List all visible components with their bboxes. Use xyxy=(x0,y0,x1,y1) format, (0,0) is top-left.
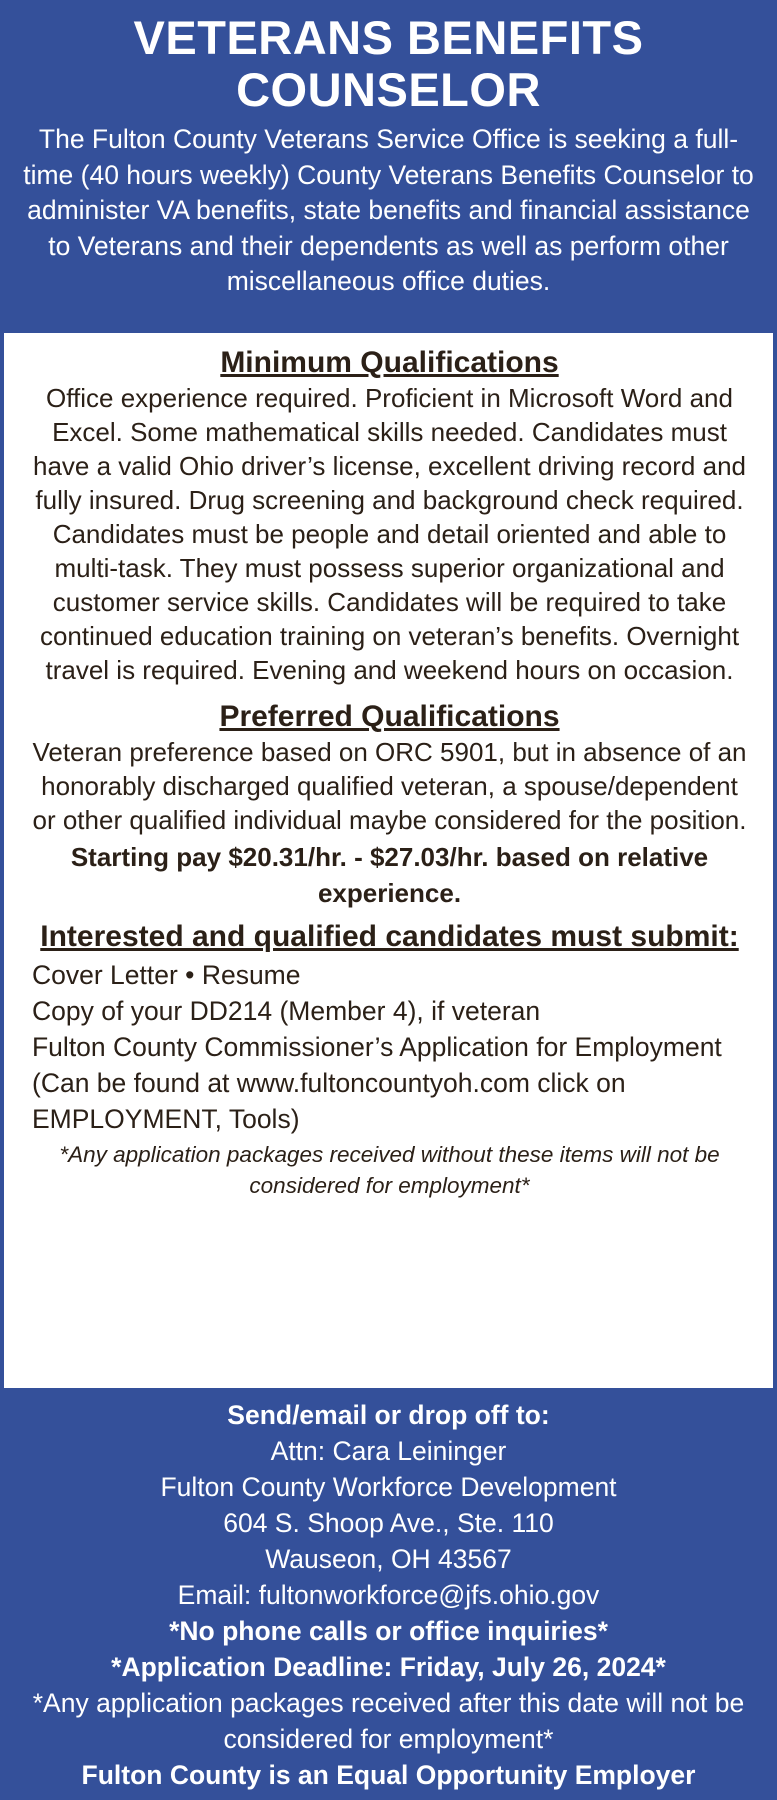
title-line-1: VETERANS BENEFITS xyxy=(133,11,644,64)
submit-items-list xyxy=(32,957,747,1137)
header-banner xyxy=(0,0,777,333)
list-item: (Can be found at www.fultoncountyoh.com click on EMPLOYMENT, Tools) xyxy=(32,1068,626,1134)
attn-line: Attn: Cara Leininger xyxy=(270,1436,507,1466)
application-deadline: *Application Deadline: Friday, July 26, 2024* xyxy=(111,1652,666,1682)
equal-opportunity-statement: Fulton County is an Equal Opportunity Employer xyxy=(81,1760,696,1790)
list-item: Fulton County Commissioner’s Application for Employment xyxy=(32,1032,722,1062)
submit-heading: Interested and qualified candidates must submit: xyxy=(40,920,739,953)
late-application-note: *Any application packages received after this date will not be considered for employment* xyxy=(32,1688,745,1754)
no-calls-notice: *No phone calls or office inquiries* xyxy=(169,1616,608,1646)
submit-note: *Any application packages received without these items will not be considered for employment* xyxy=(59,1142,720,1198)
preferred-qualifications-heading: Preferred Qualifications xyxy=(219,700,560,733)
minimum-qualifications-text: Office experience required. Proficient in Microsoft Word and Excel. Some mathematical skills needed. Candidates must have a valid Ohio driver’s license, excellent driving record and fully insured. Drug screening and background check required. Candidates must be people and detail oriented and able to multi-task. They must possess superior organizational and customer service skills. Candidates will be required to take continued education training on veteran’s benefits. Overnight travel is required. Evening and weekend hours on occasion. xyxy=(33,383,746,685)
list-item: Cover Letter • Resume xyxy=(32,960,301,990)
intro-text: The Fulton County Veterans Service Office is seeking a full-time (40 hours weekly) County Veterans Benefits Counselor to administer VA benefits, state benefits and financial assistance to Veterans and their dependents as well as perform other miscellaneous office duties. xyxy=(23,124,754,296)
page-title xyxy=(0,12,777,116)
preferred-qualifications-text: Veteran preference based on ORC 5901, but in absence of an honorably discharged qualified veteran, a spouse/dependent or other qualified individual maybe considered for the position. xyxy=(32,737,747,835)
starting-pay: Starting pay $20.31/hr. - $27.03/hr. based on relative experience. xyxy=(70,842,709,908)
minimum-qualifications-heading: Minimum Qualifications xyxy=(220,346,559,379)
contact-footer xyxy=(0,1388,777,1793)
organization-name: Fulton County Workforce Development xyxy=(160,1472,617,1502)
details-panel xyxy=(4,333,773,1388)
list-item: Copy of your DD214 (Member 4), if veteran xyxy=(32,996,541,1026)
address-line-2: Wauseon, OH 43567 xyxy=(265,1544,512,1574)
email-line: Email: fultonworkforce@jfs.ohio.gov xyxy=(177,1580,600,1610)
address-line-1: 604 S. Shoop Ave., Ste. 110 xyxy=(223,1508,554,1538)
title-line-2: COUNSELOR xyxy=(236,63,541,116)
send-label: Send/email or drop off to: xyxy=(227,1400,550,1430)
